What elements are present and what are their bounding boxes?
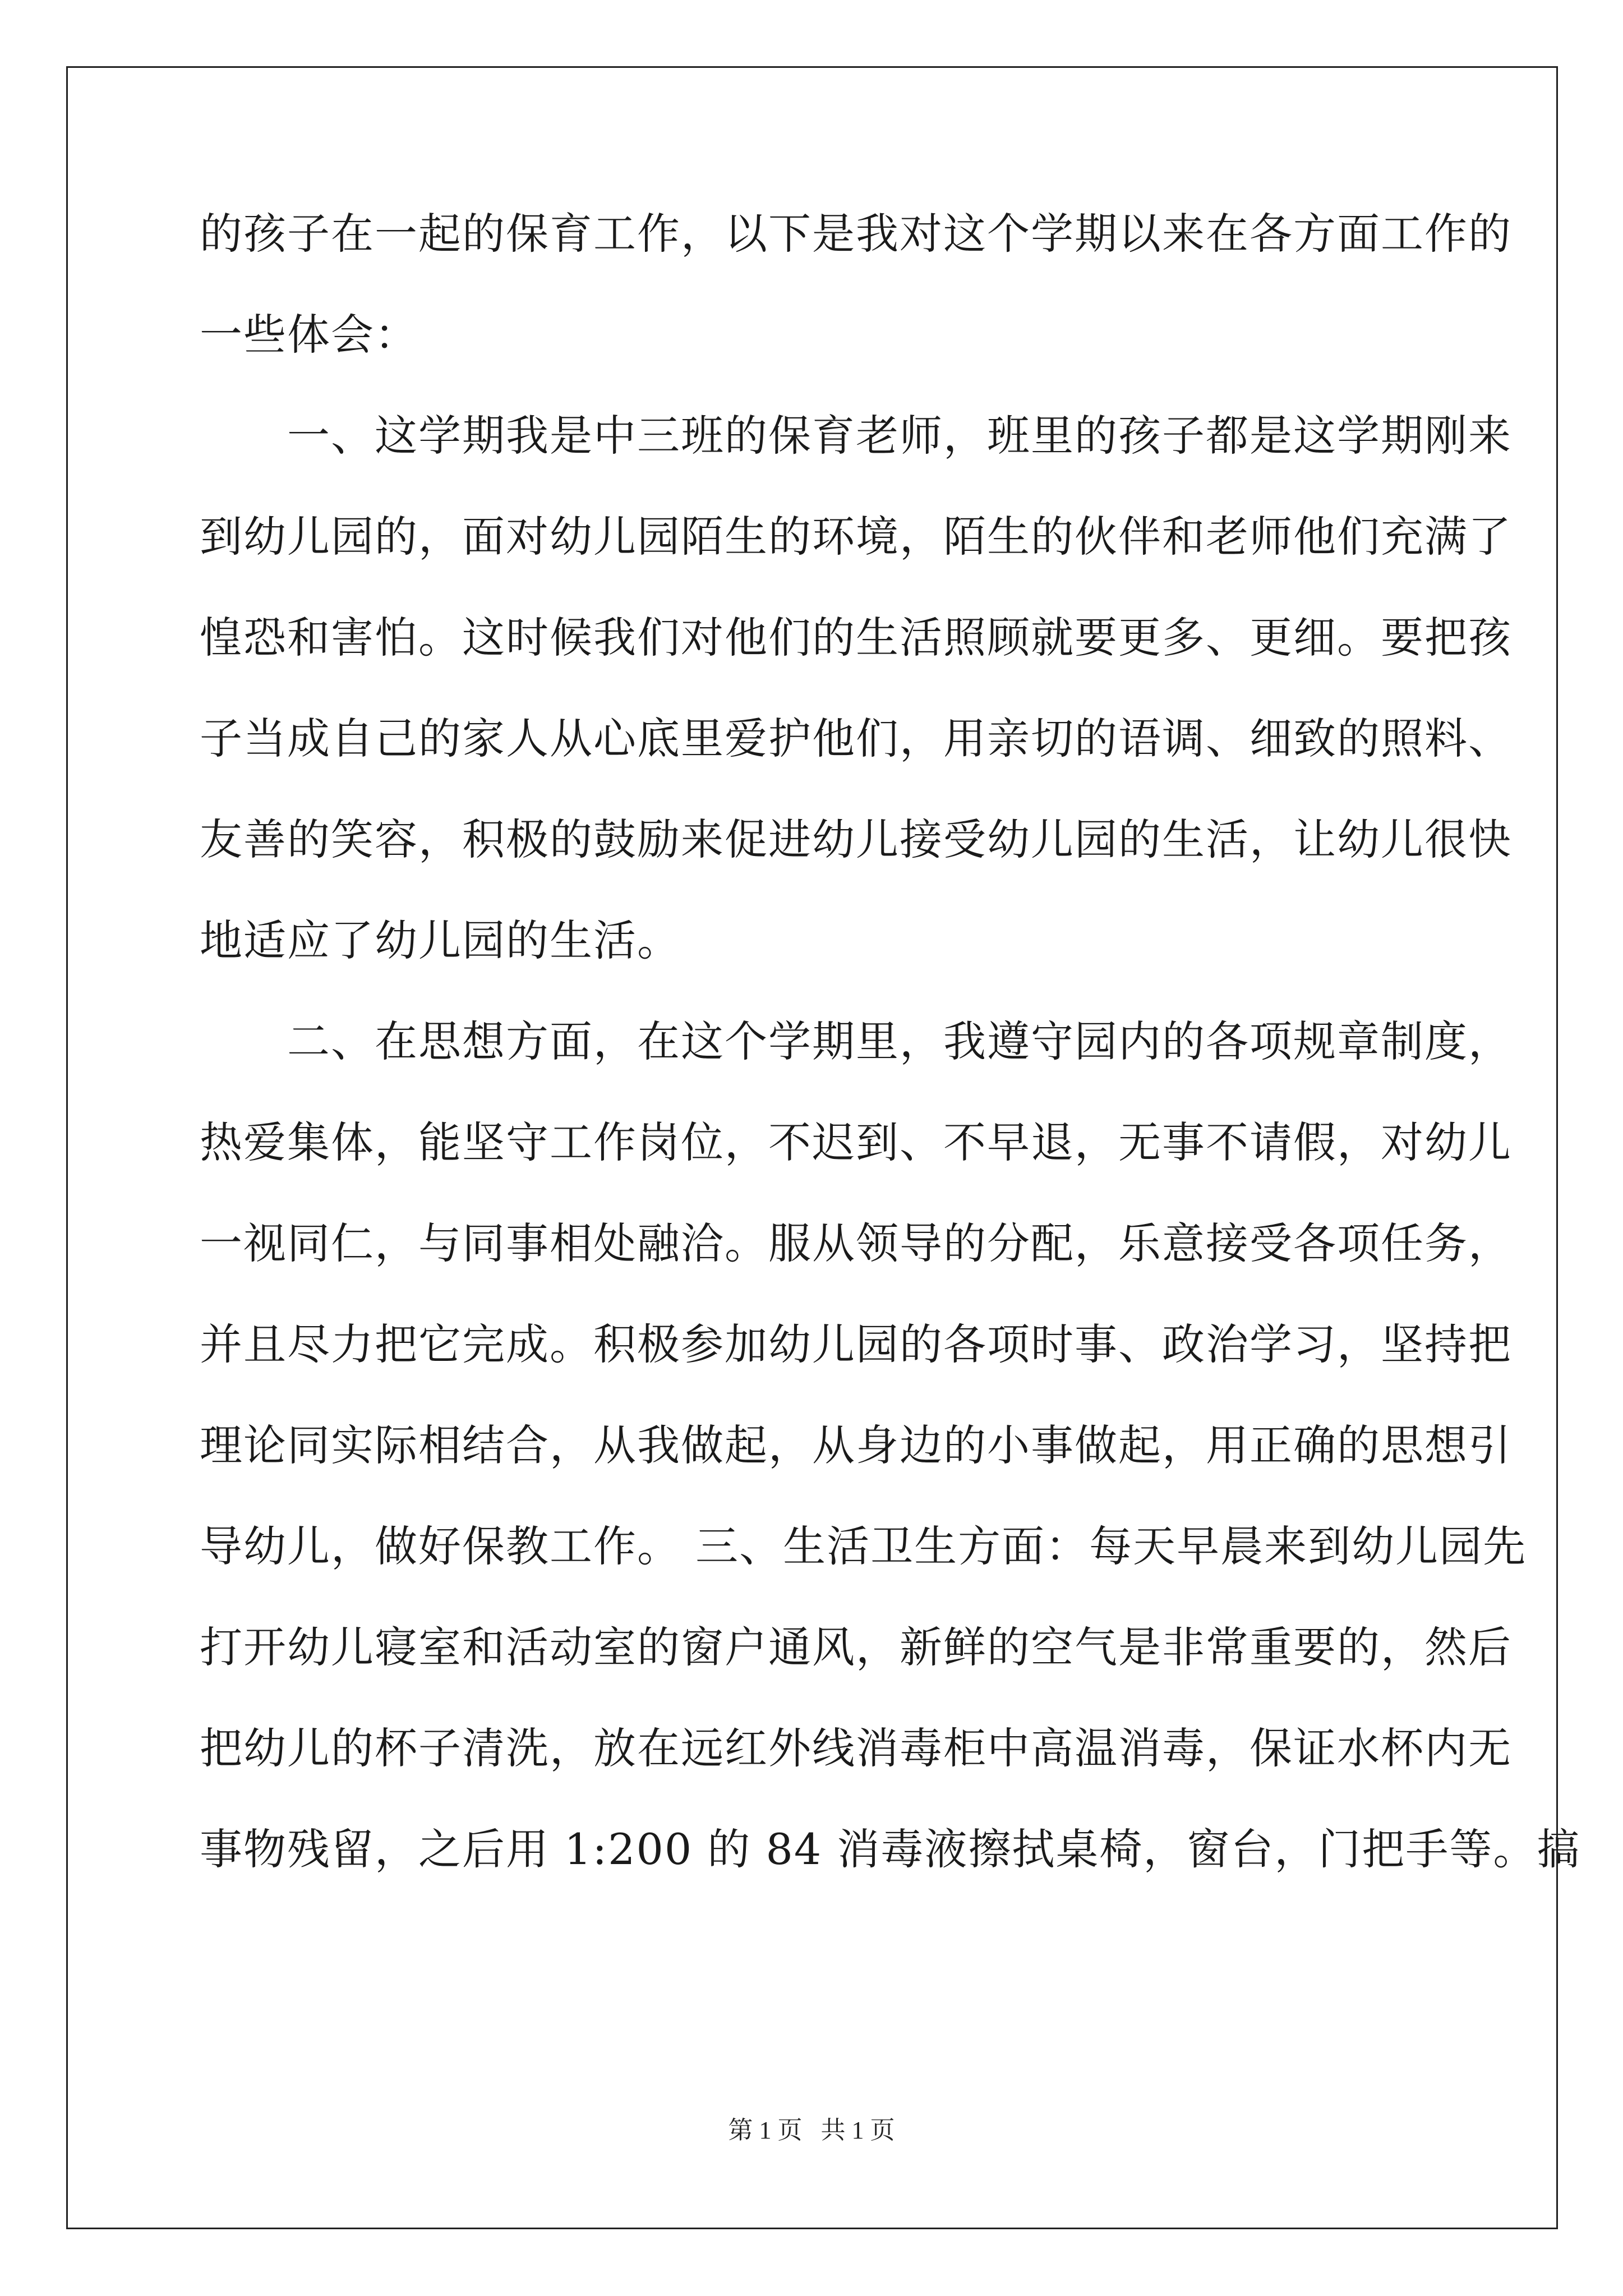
text-line: 子当成自己的家人从心底里爱护他们，用亲切的语调、细致的照料、 [200,714,1512,763]
text-line: 到幼儿园的，面对幼儿园陌生的环境，陌生的伙伴和老师他们充满了 [200,512,1512,562]
text-line: 导幼儿，做好保教工作。 三、生活卫生方面：每天早晨来到幼儿园先 [200,1521,1527,1571]
text-line: 一视同仁，与同事相处融洽。服从领导的分配，乐意接受各项任务， [200,1218,1512,1268]
text-line: 事物残留，之后用 1:200 的 84 消毒液擦拭桌椅，窗台，门把手等。搞 [200,1824,1581,1874]
page-footer: 第 1 页 共 1 页 [728,2116,895,2144]
text-line: 打开幼儿寝室和活动室的窗户通风，新鲜的空气是非常重要的，然后 [200,1622,1512,1672]
text-line: 地适应了幼儿园的生活。 [200,915,681,965]
text-line: 友善的笑容，积极的鼓励来促进幼儿接受幼儿园的生活，让幼儿很快 [200,815,1512,864]
text-line: 热爱集体，能坚守工作岗位，不迟到、不早退，无事不请假，对幼儿 [200,1117,1512,1167]
text-line: 把幼儿的杯子清洗，放在远红外线消毒柜中高温消毒，保证水杯内无 [200,1723,1512,1773]
text-line: 理论同实际相结合，从我做起，从身边的小事做起，用正确的思想引 [200,1420,1512,1470]
text-line: 一些体会： [200,310,418,360]
text-line: 一、这学期我是中三班的保育老师，班里的孩子都是这学期刚来 [200,411,1512,461]
document-body [200,209,1581,1925]
text-line: 的孩子在一起的保育工作，以下是我对这个学期以来在各方面工作的 [200,209,1512,259]
text-line: 并且尽力把它完成。积极参加幼儿园的各项时事、政治学习，坚持把 [200,1319,1512,1369]
text-line: 惶恐和害怕。这时候我们对他们的生活照顾就要更多、更细。要把孩 [200,613,1512,662]
text-line: 二、在思想方面，在这个学期里，我遵守园内的各项规章制度， [200,1016,1512,1066]
